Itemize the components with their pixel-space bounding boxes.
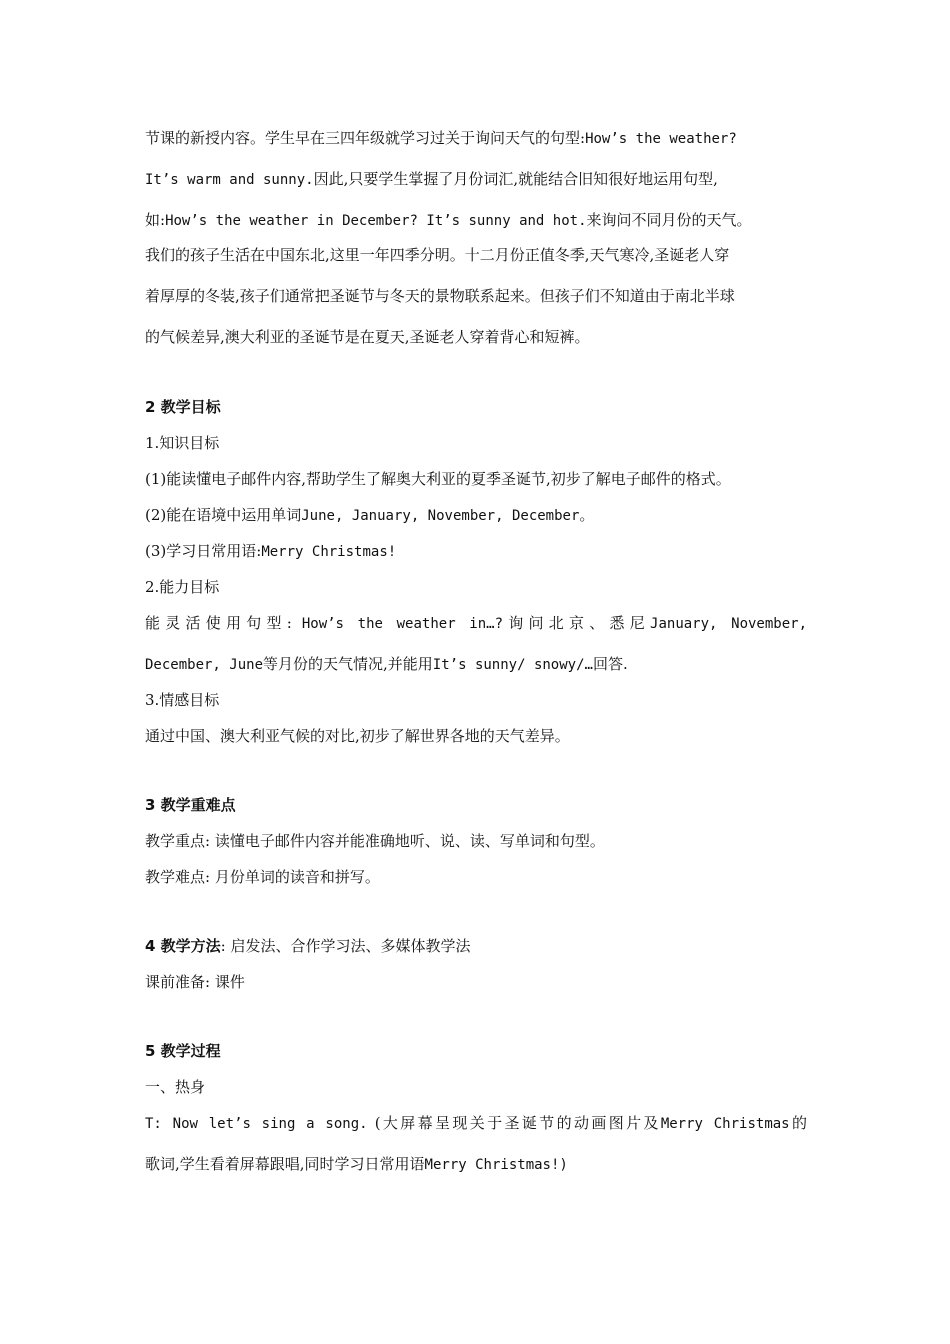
- text-en: Merry Christmas!: [261, 544, 397, 560]
- text: 。: [579, 506, 595, 524]
- text: 回答.: [592, 655, 628, 673]
- text: 节课的新授内容。学生早在三四年级就学习过关于询问天气的句型:: [145, 129, 586, 147]
- text: (3)学习日常用语:: [145, 542, 262, 560]
- step-warmup: 一、热身: [145, 1078, 206, 1096]
- text: 能灵活使用句型:: [145, 614, 292, 632]
- knowledge-goal-2: [145, 505, 807, 525]
- text-en: December, June: [145, 657, 264, 673]
- text-en: It’s warm and sunny.: [145, 172, 314, 188]
- section-5-heading: 5 教学过程: [145, 1042, 221, 1060]
- text: 歌词,学生看着屏幕跟唱,同时学习日常用语: [145, 1155, 425, 1173]
- text-en: How’s the weather in…?: [301, 616, 504, 632]
- text-en: Merry Christmas!): [424, 1157, 568, 1173]
- text: 如:: [145, 211, 166, 229]
- intro-line-5: 着厚厚的冬装,孩子们通常把圣诞节与冬天的景物联系起来。但孩子们不知道由于南北半球: [145, 287, 735, 305]
- section-4-heading: [145, 936, 807, 956]
- text-en: Merry Christmas: [660, 1116, 790, 1132]
- knowledge-goal-1: (1)能读懂电子邮件内容,帮助学生了解奥大利亚的夏季圣诞节,初步了解电子邮件的格式。: [145, 470, 731, 488]
- section-3-heading: 3 教学重难点: [145, 796, 236, 814]
- intro-line-1: [145, 128, 807, 148]
- difficult-point: 教学难点: 月份单词的读音和拼写。: [145, 868, 380, 886]
- emotion-goal-title: 3.情感目标: [145, 691, 220, 709]
- text: 的: [789, 1114, 807, 1132]
- text-en: It’s sunny/ snowy/…: [432, 657, 593, 673]
- heading-text: 4 教学方法: [145, 937, 221, 955]
- intro-line-4: 我们的孩子生活在中国东北,这里一年四季分明。十二月份正值冬季,天气寒冷,圣诞老人穿: [145, 246, 730, 264]
- intro-line-6: 的气候差异,澳大利亚的圣诞节是在夏天,圣诞老人穿着背心和短裤。: [145, 328, 590, 346]
- section-2-heading: 2 教学目标: [145, 398, 221, 416]
- emotion-goal-1: 通过中国、澳大利亚气候的对比,初步了解世界各地的天气差异。: [145, 727, 570, 745]
- knowledge-goal-title: 1.知识目标: [145, 434, 220, 452]
- text: (2)能在语境中运用单词: [145, 506, 302, 524]
- teacher-line-1: [145, 1113, 807, 1133]
- text: (大屏幕呈现关于圣诞节的动画图片及: [374, 1114, 661, 1132]
- text: 因此,只要学生掌握了月份词汇,就能结合旧知很好地运用句型,: [313, 170, 718, 188]
- text-en: June, January, November, December: [301, 508, 580, 524]
- teacher-line-2: [145, 1154, 807, 1174]
- text: : 启发法、合作学习法、多媒体教学法: [220, 937, 471, 955]
- key-point: 教学重点: 读懂电子邮件内容并能准确地听、说、读、写单词和句型。: [145, 832, 605, 850]
- text-en: How’s the weather in December? It’s sunny and hot.: [165, 213, 587, 229]
- text-en: How’s the weather?: [585, 131, 737, 147]
- text: 询问北京、悉尼: [503, 614, 651, 632]
- text-en: January, November,: [650, 616, 807, 632]
- ability-goal-line-1: [145, 613, 807, 633]
- text-en: T: Now let’s sing a song.: [145, 1116, 368, 1132]
- ability-goal-title: 2.能力目标: [145, 578, 220, 596]
- preparation: 课前准备: 课件: [145, 973, 245, 991]
- text: 来询问不同月份的天气。: [586, 211, 752, 229]
- intro-line-3: [145, 210, 807, 230]
- intro-line-2: [145, 169, 807, 189]
- knowledge-goal-3: [145, 541, 807, 561]
- text: 等月份的天气情况,并能用: [263, 655, 433, 673]
- ability-goal-line-2: [145, 654, 807, 674]
